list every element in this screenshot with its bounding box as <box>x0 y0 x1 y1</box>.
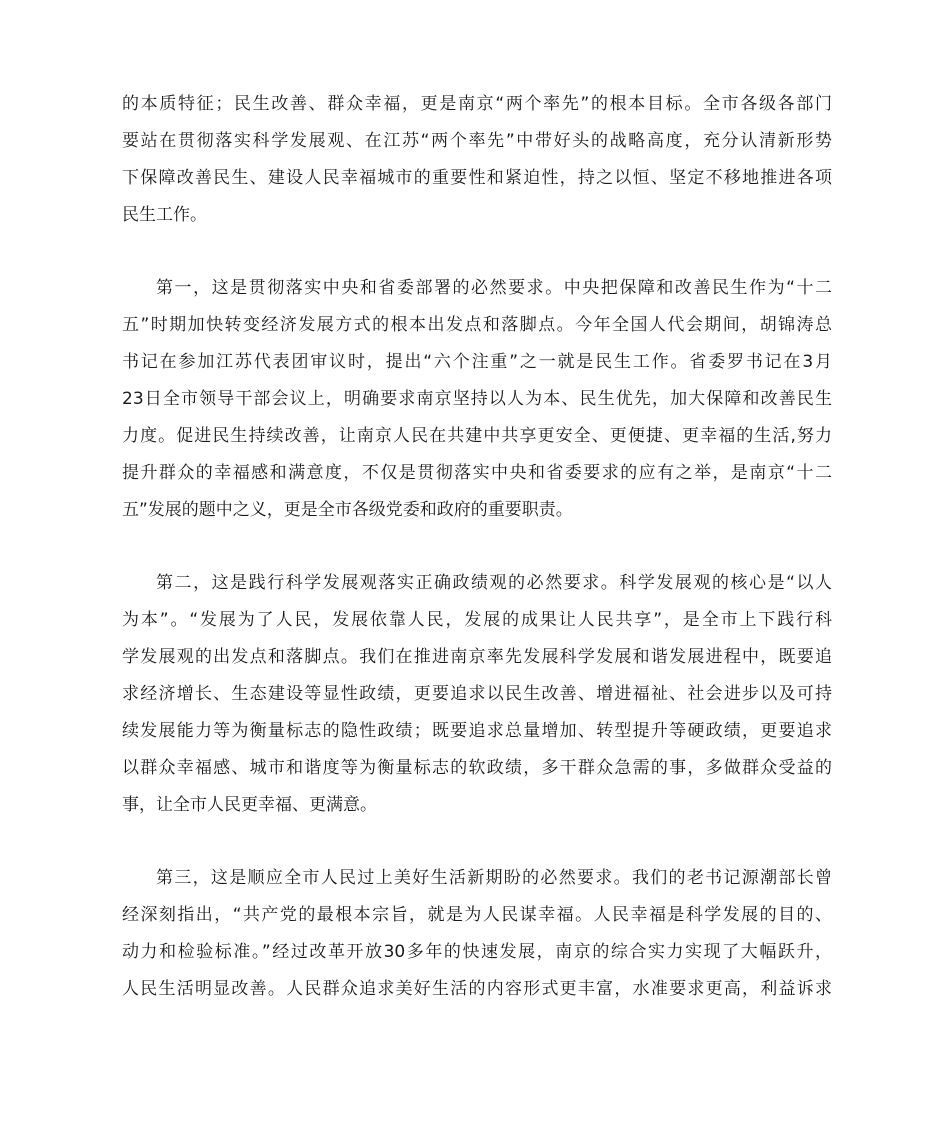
text-line: 的本质特征；民生改善、群众幸福，更是南京“两个率先”的根本目标。全市各级各部门 <box>122 94 832 114</box>
text-line: 为本”。“发展为了人民，发展依靠人民，发展的成果让人民共享”，是全市上下践行科 <box>122 610 832 630</box>
text-line: 求经济增长、生态建设等显性政绩，更要追求以民生改善、增进福祉、社会进步以及可持 <box>122 684 832 704</box>
text-line: 五”发展的题中之义，更是全市各级党委和政府的重要职责。 <box>122 500 573 520</box>
text-line: 以群众幸福感、城市和谐度等为衡量标志的软政绩，多干群众急需的事，多做群众受益的 <box>122 758 832 778</box>
text-line: 第二，这是践行科学发展观落实正确政绩观的必然要求。科学发展观的核心是“以人 <box>156 573 832 593</box>
text-line: 要站在贯彻落实科学发展观、在江苏“两个率先”中带好头的战略高度，充分认清新形势 <box>122 131 832 151</box>
text-line: 动力和检验标准。”经过改革开放30多年的快速发展，南京的综合实力实现了大幅跃升， <box>122 942 832 962</box>
text-line: 书记在参加江苏代表团审议时，提出“六个注重”之一就是民生工作。省委罗书记在3月 <box>122 352 832 372</box>
text-line: 下保障改善民生、建设人民幸福城市的重要性和紧迫性，持之以恒、坚定不移地推进各项 <box>122 168 832 188</box>
paragraph <box>122 860 832 1008</box>
text-line: 人民生活明显改善。人民群众追求美好生活的内容形式更丰富，水准要求更高，利益诉求 <box>122 979 832 999</box>
text-line: 续发展能力等为衡量标志的隐性政绩；既要追求总量增加、转型提升等硬政绩，更要追求 <box>122 721 832 741</box>
text-line: 学发展观的出发点和落脚点。我们在推进南京率先发展科学发展和谐发展进程中，既要追 <box>122 647 832 667</box>
paragraph <box>122 565 832 824</box>
text-line: 第一，这是贯彻落实中央和省委部署的必然要求。中央把保障和改善民生作为“十二 <box>156 278 832 298</box>
paragraph <box>122 86 832 234</box>
text-line: 经深刻指出，“共产党的最根本宗旨，就是为人民谋幸福。人民幸福是科学发展的目的、 <box>122 905 832 925</box>
text-line: 第三，这是顺应全市人民过上美好生活新期盼的必然要求。我们的老书记源潮部长曾 <box>156 868 832 888</box>
text-line: 事，让全市人民更幸福、更满意。 <box>122 795 377 815</box>
text-line: 力度。促进民生持续改善，让南京人民在共建中共享更安全、更便捷、更幸福的生活,努力 <box>122 426 832 446</box>
paragraph <box>122 270 832 529</box>
text-line: 提升群众的幸福感和满意度，不仅是贯彻落实中央和省委要求的应有之举，是南京“十二 <box>122 463 832 483</box>
text-line: 民生工作。 <box>122 205 207 225</box>
text-line: 23日全市领导干部会议上，明确要求南京坚持以人为本、民生优先，加大保障和改善民生 <box>122 389 832 409</box>
text-line: 五”时期加快转变经济发展方式的根本出发点和落脚点。今年全国人代会期间，胡锦涛总 <box>122 315 832 335</box>
